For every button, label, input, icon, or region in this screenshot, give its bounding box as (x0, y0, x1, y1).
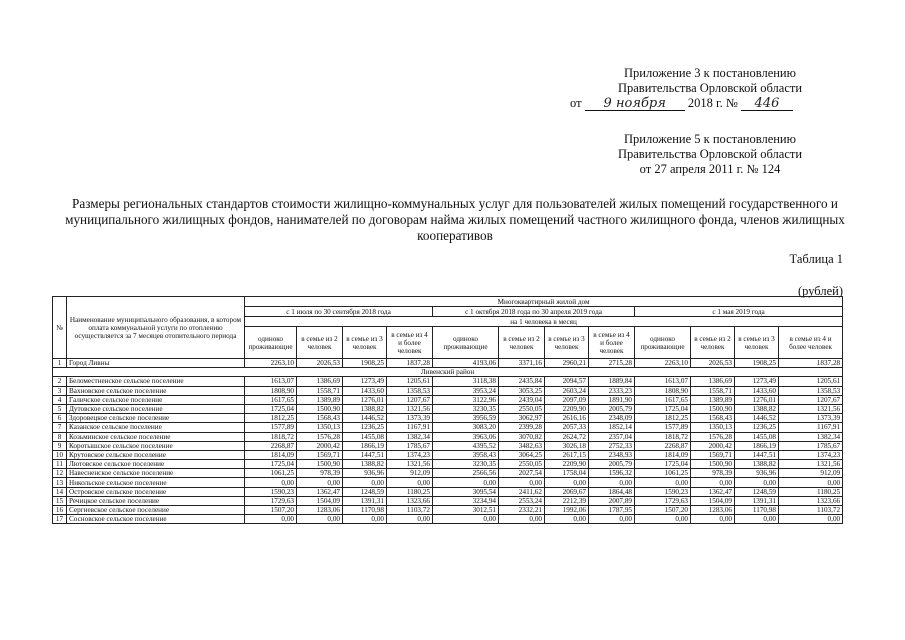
cell-value: 1500,90 (297, 460, 343, 469)
cell-value: 1908,25 (343, 359, 387, 368)
cell-value: 1283,06 (297, 506, 343, 515)
row-name: Здоровецкое сельское поселение (67, 414, 245, 423)
appendix-5-line1: Приложение 5 к постановлению (624, 132, 796, 146)
cell-value: 1729,63 (635, 496, 691, 505)
subheader-household-size: в семье из 3 человек (735, 327, 779, 359)
subheader-household-size: в семье из 2 человек (691, 327, 735, 359)
cell-value: 1205,61 (779, 377, 843, 386)
cell-value: 1992,06 (545, 506, 589, 515)
cell-value: 1725,04 (635, 404, 691, 413)
table-row (53, 487, 843, 496)
appendix-3-line1: Приложение 3 к постановлению (624, 66, 796, 80)
cell-value: 978,39 (691, 469, 735, 478)
cell-value: 1374,23 (387, 450, 433, 459)
cell-value: 2000,42 (691, 441, 735, 450)
cell-value: 0,00 (691, 478, 735, 487)
cell-value: 2348,93 (589, 450, 635, 459)
cell-value: 2097,09 (545, 395, 589, 404)
cell-value: 1323,66 (387, 496, 433, 505)
cell-value: 1276,01 (343, 395, 387, 404)
cell-value: 0,00 (433, 478, 499, 487)
cell-value: 3482,63 (499, 441, 545, 450)
cell-value: 1558,71 (691, 386, 735, 395)
row-number: 10 (53, 450, 67, 459)
cell-value: 1373,39 (779, 414, 843, 423)
cell-value: 0,00 (387, 478, 433, 487)
cell-value: 1725,04 (245, 460, 297, 469)
cell-value: 1321,56 (779, 460, 843, 469)
appendix-5-line2: Правительства Орловской области (617, 147, 803, 161)
cell-value: 1808,90 (635, 386, 691, 395)
cell-value: 1248,59 (735, 487, 779, 496)
cell-value: 2348,09 (589, 414, 635, 423)
cell-value: 1596,32 (589, 469, 635, 478)
cell-value: 2069,67 (545, 487, 589, 496)
cell-value: 1388,82 (735, 404, 779, 413)
row-number: 15 (53, 496, 67, 505)
cell-value: 1382,34 (387, 432, 433, 441)
subheader-household-size: в семье из 4 и более человек (779, 327, 843, 359)
cell-value: 3026,18 (545, 441, 589, 450)
table-row (53, 441, 843, 450)
cell-value: 2566,56 (433, 469, 499, 478)
cell-value: 2435,84 (499, 377, 545, 386)
table-row (53, 359, 843, 368)
table-row (53, 478, 843, 487)
row-number: 13 (53, 478, 67, 487)
cell-value: 2960,21 (545, 359, 589, 368)
cell-value: 3230,35 (433, 460, 499, 469)
cell-value: 1758,04 (545, 469, 589, 478)
cell-value: 3122,96 (433, 395, 499, 404)
cell-value: 0,00 (545, 515, 589, 524)
cell-value: 1818,72 (245, 432, 297, 441)
cell-value: 1866,19 (735, 441, 779, 450)
table-row (53, 515, 843, 524)
cell-value: 1323,66 (779, 496, 843, 505)
cell-value: 3234,94 (433, 496, 499, 505)
cell-value: 2332,21 (499, 506, 545, 515)
row-number: 9 (53, 441, 67, 450)
cell-value: 1248,59 (343, 487, 387, 496)
table-row (53, 460, 843, 469)
cell-value: 1373,39 (387, 414, 433, 423)
cell-value: 2268,87 (635, 441, 691, 450)
appendix-3-from: от (570, 96, 582, 110)
row-number: 4 (53, 395, 67, 404)
cell-value: 2263,10 (245, 359, 297, 368)
cell-value: 1391,31 (735, 496, 779, 505)
subheader-household-size: в семье из 3 человек (343, 327, 387, 359)
cell-value: 1787,95 (589, 506, 635, 515)
cell-value: 1729,63 (245, 496, 297, 505)
cell-value: 1576,28 (691, 432, 735, 441)
cell-value: 2333,23 (589, 386, 635, 395)
table-row (53, 496, 843, 505)
cell-value: 978,39 (297, 469, 343, 478)
cell-value: 1386,69 (691, 377, 735, 386)
cell-value: 0,00 (433, 515, 499, 524)
cell-value: 1061,25 (245, 469, 297, 478)
cell-value: 2268,87 (245, 441, 297, 450)
cell-value: 1814,09 (635, 450, 691, 459)
cell-value: 2005,79 (589, 404, 635, 413)
cell-value: 3230,35 (433, 404, 499, 413)
row-number: 2 (53, 377, 67, 386)
cell-value: 1785,67 (779, 441, 843, 450)
cell-value: 1389,89 (691, 395, 735, 404)
cell-value: 3083,20 (433, 423, 499, 432)
subheader-household-size: в семье из 2 человек (499, 327, 545, 359)
header-municipality: Наименование муниципального образования, в котором оплата коммунальной услуги по отоплению осуществляется за 7 месяцев отопительного периода (67, 297, 245, 359)
cell-value: 2399,28 (499, 423, 545, 432)
cell-value: 3118,38 (433, 377, 499, 386)
header-period-1: с 1 июля по 30 сентября 2018 года (245, 307, 433, 317)
cell-value: 3064,25 (499, 450, 545, 459)
appendix-3-num-label: № (725, 96, 738, 110)
cell-value: 1613,07 (635, 377, 691, 386)
subheader-household-size: в семье из 2 человек (297, 327, 343, 359)
subheader-household-size: в семье из 4 и более человек (589, 327, 635, 359)
table-row (53, 404, 843, 413)
cell-value: 1362,47 (691, 487, 735, 496)
cell-value: 0,00 (343, 478, 387, 487)
handwritten-date: 9 ноября (585, 97, 685, 111)
cell-value: 1455,08 (343, 432, 387, 441)
cell-value: 1358,53 (387, 386, 433, 395)
cell-value: 0,00 (297, 478, 343, 487)
cell-value: 0,00 (545, 478, 589, 487)
row-number: 3 (53, 386, 67, 395)
cell-value: 1590,23 (245, 487, 297, 496)
table-row (53, 450, 843, 459)
cell-value: 2439,04 (499, 395, 545, 404)
cell-value: 1433,60 (343, 386, 387, 395)
cell-value: 1388,82 (343, 460, 387, 469)
appendix-3-date-line (560, 96, 860, 111)
cell-value: 1568,43 (297, 414, 343, 423)
cell-value: 1569,71 (297, 450, 343, 459)
cell-value: 1447,51 (343, 450, 387, 459)
row-number: 12 (53, 469, 67, 478)
cell-value: 1236,25 (735, 423, 779, 432)
cell-value: 1507,20 (635, 506, 691, 515)
cell-value: 1207,67 (779, 395, 843, 404)
table-row (53, 414, 843, 423)
row-name: Речицкое сельское поселение (67, 496, 245, 505)
cell-value: 1812,25 (635, 414, 691, 423)
cell-value: 1273,49 (735, 377, 779, 386)
cell-value: 1388,82 (735, 460, 779, 469)
row-name: Крутовское сельское поселение (67, 450, 245, 459)
cell-value: 2715,28 (589, 359, 635, 368)
cell-value: 1276,01 (735, 395, 779, 404)
cell-value: 1103,72 (779, 506, 843, 515)
cell-value: 1455,08 (735, 432, 779, 441)
cell-value: 2624,72 (545, 432, 589, 441)
cell-value: 1569,71 (691, 450, 735, 459)
cell-value: 1382,34 (779, 432, 843, 441)
cell-value: 1500,90 (691, 460, 735, 469)
subheader-household-size: в семье из 3 человек (545, 327, 589, 359)
row-name: Коротышское сельское поселение (67, 441, 245, 450)
cell-value: 1207,67 (387, 395, 433, 404)
handwritten-number: 446 (741, 97, 793, 111)
header-building-type: Многоквартирный жилой дом (245, 297, 843, 307)
cell-value: 3053,25 (499, 386, 545, 395)
appendix-3-line2: Правительства Орловской области (617, 81, 803, 95)
cell-value: 1433,60 (735, 386, 779, 395)
cell-value: 1180,25 (387, 487, 433, 496)
row-number: 5 (53, 404, 67, 413)
cell-value: 1447,51 (735, 450, 779, 459)
row-number: 6 (53, 414, 67, 423)
cell-value: 2026,53 (691, 359, 735, 368)
cell-value: 3963,06 (433, 432, 499, 441)
appendix-5-block (560, 132, 860, 177)
cell-value: 1852,14 (589, 423, 635, 432)
cell-value: 1837,28 (387, 359, 433, 368)
cell-value: 1170,98 (735, 506, 779, 515)
subheader-household-size: одиноко проживающие (245, 327, 297, 359)
cell-value: 2550,05 (499, 460, 545, 469)
cell-value: 1808,90 (245, 386, 297, 395)
cell-value: 0,00 (499, 515, 545, 524)
row-name: Островское сельское поселение (67, 487, 245, 496)
cell-value: 0,00 (589, 478, 635, 487)
cell-value: 0,00 (499, 478, 545, 487)
cell-value: 1362,47 (297, 487, 343, 496)
row-number: 17 (53, 515, 67, 524)
cell-value: 1891,90 (589, 395, 635, 404)
cell-value: 0,00 (245, 478, 297, 487)
appendix-3-year: 2018 г. (687, 96, 723, 110)
header-per-person: на 1 человека в месяц (245, 317, 843, 327)
cell-value: 1725,04 (245, 404, 297, 413)
cell-value: 0,00 (387, 515, 433, 524)
region-label: Ливенский район (53, 368, 843, 377)
row-name: Дутовское сельское поселение (67, 404, 245, 413)
header-period-2: с 1 октября 2018 года по 30 апреля 2019 года (433, 307, 635, 317)
cell-value: 1568,43 (691, 414, 735, 423)
cell-value: 1577,89 (635, 423, 691, 432)
cell-value: 2357,04 (589, 432, 635, 441)
table-number-label: Таблица 1 (789, 252, 843, 266)
cell-value: 1389,89 (297, 395, 343, 404)
cell-value: 1180,25 (779, 487, 843, 496)
cell-value: 0,00 (245, 515, 297, 524)
cell-value: 0,00 (589, 515, 635, 524)
cell-value: 2263,10 (635, 359, 691, 368)
cell-value: 912,09 (779, 469, 843, 478)
cell-value: 3371,16 (499, 359, 545, 368)
cell-value: 2209,90 (545, 460, 589, 469)
cell-value: 1321,56 (387, 404, 433, 413)
cell-value: 1577,89 (245, 423, 297, 432)
cell-value: 1391,31 (343, 496, 387, 505)
row-number: 14 (53, 487, 67, 496)
cell-value: 1504,09 (691, 496, 735, 505)
row-name: Навесненское сельское поселение (67, 469, 245, 478)
header-num: № (53, 297, 67, 359)
cell-value: 1103,72 (387, 506, 433, 515)
cell-value: 1500,90 (691, 404, 735, 413)
cell-value: 1321,56 (387, 460, 433, 469)
cell-value: 0,00 (297, 515, 343, 524)
document-title: Размеры региональных стандартов стоимости жилищно-коммунальных услуг для пользователей жилых помещений государственного и муниципального жилищных фондов, нанимателей по договорам найма жилых помещений частного жилищного фонда, членов жилищных кооперативов (65, 196, 845, 243)
cell-value: 1590,23 (635, 487, 691, 496)
cell-value: 1617,65 (635, 395, 691, 404)
table-row (53, 469, 843, 478)
cell-value: 1273,49 (343, 377, 387, 386)
subheader-household-size: одиноко проживающие (635, 327, 691, 359)
cell-value: 3958,43 (433, 450, 499, 459)
cell-value: 2094,57 (545, 377, 589, 386)
cell-value: 2550,05 (499, 404, 545, 413)
cell-value: 1446,52 (343, 414, 387, 423)
row-name: Сосновское сельское поселение (67, 515, 245, 524)
cell-value: 912,09 (387, 469, 433, 478)
cell-value: 2000,42 (297, 441, 343, 450)
row-number: 11 (53, 460, 67, 469)
cell-value: 0,00 (735, 478, 779, 487)
cell-value: 0,00 (635, 515, 691, 524)
row-name: Беломестненское сельское поселение (67, 377, 245, 386)
cell-value: 0,00 (779, 478, 843, 487)
cell-value: 2057,33 (545, 423, 589, 432)
cell-value: 1818,72 (635, 432, 691, 441)
cell-value: 3012,51 (433, 506, 499, 515)
cell-value: 1283,06 (691, 506, 735, 515)
cell-value: 0,00 (735, 515, 779, 524)
cell-value: 1785,67 (387, 441, 433, 450)
subheader-household-size: одиноко проживающие (433, 327, 499, 359)
cell-value: 2212,39 (545, 496, 589, 505)
row-name: Город Ливны (67, 359, 245, 368)
region-row (53, 368, 843, 377)
cell-value: 1061,25 (635, 469, 691, 478)
cell-value: 1558,71 (297, 386, 343, 395)
cell-value: 1613,07 (245, 377, 297, 386)
cell-value: 0,00 (343, 515, 387, 524)
cell-value: 936,96 (343, 469, 387, 478)
standards-table (52, 296, 843, 524)
cell-value: 2007,89 (589, 496, 635, 505)
cell-value: 2752,33 (589, 441, 635, 450)
cell-value: 0,00 (691, 515, 735, 524)
cell-value: 2027,54 (499, 469, 545, 478)
cell-value: 1374,23 (779, 450, 843, 459)
cell-value: 1350,13 (691, 423, 735, 432)
cell-value: 1725,04 (635, 460, 691, 469)
cell-value: 1205,61 (387, 377, 433, 386)
table-row (53, 395, 843, 404)
table-row (53, 423, 843, 432)
cell-value: 2209,90 (545, 404, 589, 413)
cell-value: 1507,20 (245, 506, 297, 515)
row-name: Никольское сельское поселение (67, 478, 245, 487)
cell-value: 1504,09 (297, 496, 343, 505)
table-row (53, 432, 843, 441)
cell-value: 1500,90 (297, 404, 343, 413)
table-row (53, 506, 843, 515)
cell-value: 2553,24 (499, 496, 545, 505)
row-name: Козьминское сельское поселение (67, 432, 245, 441)
cell-value: 1358,53 (779, 386, 843, 395)
row-name: Галичское сельское поселение (67, 395, 245, 404)
cell-value: 3953,24 (433, 386, 499, 395)
cell-value: 1617,65 (245, 395, 297, 404)
row-number: 7 (53, 423, 67, 432)
cell-value: 936,96 (735, 469, 779, 478)
cell-value: 1170,98 (343, 506, 387, 515)
cell-value: 1889,84 (589, 377, 635, 386)
cell-value: 1866,19 (343, 441, 387, 450)
row-name: Сергиевское сельское поселение (67, 506, 245, 515)
cell-value: 2616,16 (545, 414, 589, 423)
cell-value: 4395,52 (433, 441, 499, 450)
row-number: 16 (53, 506, 67, 515)
header-period-3: с 1 мая 2019 года (635, 307, 843, 317)
cell-value: 2005,79 (589, 460, 635, 469)
subheader-household-size: в семье из 4 и более человек (387, 327, 433, 359)
cell-value: 2617,15 (545, 450, 589, 459)
table-row (53, 386, 843, 395)
row-name: Казанское сельское поселение (67, 423, 245, 432)
cell-value: 1576,28 (297, 432, 343, 441)
cell-value: 1167,91 (387, 423, 433, 432)
cell-value: 1386,69 (297, 377, 343, 386)
cell-value: 3956,59 (433, 414, 499, 423)
cell-value: 2411,62 (499, 487, 545, 496)
cell-value: 4193,06 (433, 359, 499, 368)
cell-value: 1321,56 (779, 404, 843, 413)
row-number: 1 (53, 359, 67, 368)
units-label: (рублей) (797, 284, 843, 298)
cell-value: 1812,25 (245, 414, 297, 423)
cell-value: 1864,48 (589, 487, 635, 496)
appendix-5-line3: от 27 апреля 2011 г. № 124 (639, 162, 781, 176)
cell-value: 1388,82 (343, 404, 387, 413)
row-number: 8 (53, 432, 67, 441)
cell-value: 1167,91 (779, 423, 843, 432)
cell-value: 1814,09 (245, 450, 297, 459)
cell-value: 3070,82 (499, 432, 545, 441)
row-name: Вахновское сельское поселение (67, 386, 245, 395)
cell-value: 1837,28 (779, 359, 843, 368)
cell-value: 1908,25 (735, 359, 779, 368)
row-name: Лютовское сельское поселение (67, 460, 245, 469)
cell-value: 2026,53 (297, 359, 343, 368)
cell-value: 3095,54 (433, 487, 499, 496)
cell-value: 3062,97 (499, 414, 545, 423)
cell-value: 0,00 (779, 515, 843, 524)
cell-value: 1236,25 (343, 423, 387, 432)
table-row (53, 377, 843, 386)
cell-value: 0,00 (635, 478, 691, 487)
cell-value: 1350,13 (297, 423, 343, 432)
cell-value: 1446,52 (735, 414, 779, 423)
appendix-3-block (560, 66, 860, 111)
cell-value: 2603,24 (545, 386, 589, 395)
